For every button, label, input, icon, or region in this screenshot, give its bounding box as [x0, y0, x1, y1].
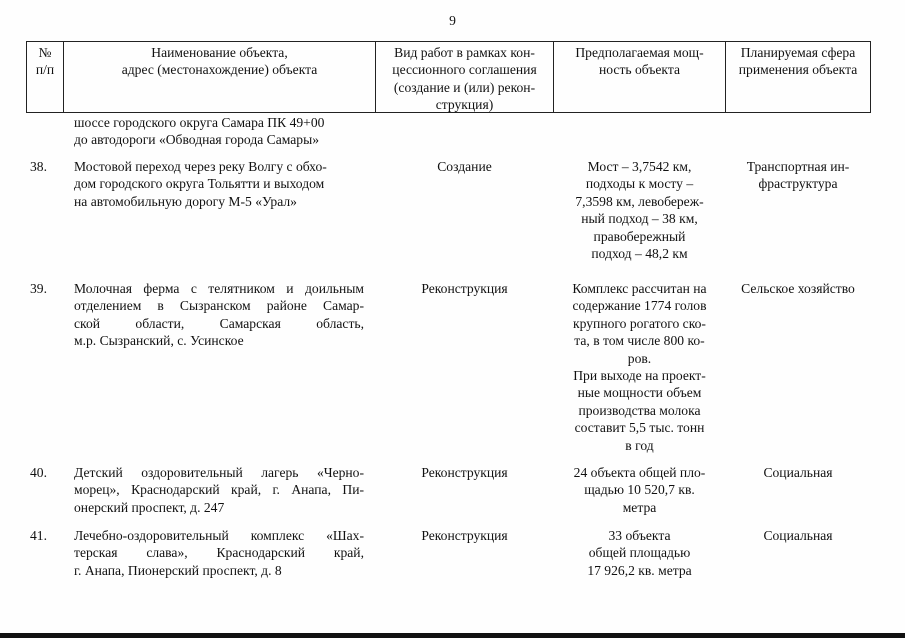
header-work-line: цессионного соглашения: [392, 62, 537, 78]
name-line: онерский проспект, д. 247: [74, 499, 225, 515]
capacity-line: крупного рогатого ско-: [573, 315, 706, 331]
name-line: Молочная ферма с телятником и доильным: [74, 281, 364, 296]
work-type: Реконструкция: [421, 281, 508, 296]
row-number: 38.: [30, 159, 47, 174]
capacity-line: правобережный: [593, 228, 686, 244]
capacity-line: ные мощности объем: [577, 385, 702, 401]
capacity-line: та, в том числе 800 ко-: [574, 333, 705, 349]
capacity-line: составит 5,5 тыс. тонн: [574, 420, 705, 436]
name-line: отделением в Сызранском районе Самар-: [74, 298, 364, 314]
header-sphere-line: применения объекта: [738, 62, 858, 78]
capacity: [554, 158, 725, 262]
work-type: Реконструкция: [421, 528, 508, 543]
name-line: ской области, Самарская область,: [74, 315, 364, 331]
capacity-line: общей площадью: [588, 545, 691, 561]
name-line: до автодороги «Обводная города Самары»: [74, 132, 320, 148]
capacity-line: При выходе на проект-: [573, 368, 706, 384]
header-sphere: [726, 44, 870, 79]
capacity-line: 17 926,2 кв. метра: [587, 562, 692, 578]
capacity-line: Комплекс рассчитан на: [572, 281, 707, 296]
sphere-line: фраструктура: [758, 176, 838, 192]
scan-bottom-edge: [0, 633, 905, 638]
name-line: Лечебно-оздоровительный комплекс «Шах-: [74, 528, 364, 543]
application-sphere: [726, 527, 870, 544]
name-line: г. Анапа, Пионерский проспект, д. 8: [74, 562, 282, 578]
object-name: [74, 527, 364, 579]
header-num-line: №: [38, 45, 52, 60]
capacity-line: 33 объекта: [608, 528, 671, 543]
continuation-name: [74, 114, 374, 149]
capacity: [554, 464, 725, 516]
header-work-line: струкция): [435, 97, 494, 113]
capacity-line: ров.: [627, 350, 652, 366]
name-line: м.р. Сызранский, с. Усинское: [74, 333, 244, 349]
header-work-line: Вид работ в рамках кон-: [394, 45, 535, 60]
capacity-line: 7,3598 км, левобереж-: [575, 193, 704, 209]
name-line: Мостовой переход через реку Волгу с обхо-: [74, 159, 327, 174]
capacity-line: производства молока: [578, 402, 701, 418]
header-num-line: п/п: [35, 62, 55, 78]
capacity-line: 24 объекта общей пло-: [573, 465, 706, 480]
header-name: [64, 44, 375, 79]
capacity-line: щадью 10 520,7 кв.: [584, 482, 695, 498]
application-sphere: [726, 464, 870, 481]
sphere-line: Социальная: [763, 465, 833, 480]
page-number: 9: [449, 13, 456, 28]
application-sphere: [726, 280, 870, 297]
header-work-line: (создание и (или) рекон-: [393, 79, 536, 95]
name-line: шоссе городского округа Самара ПК 49+00: [74, 115, 325, 130]
object-name: [74, 280, 364, 350]
capacity-line: подходы к мосту –: [585, 176, 694, 192]
object-name: [74, 158, 364, 210]
capacity-line: содержание 1774 голов: [572, 298, 707, 314]
table-top-border: [26, 41, 871, 42]
table-right-border: [870, 41, 871, 113]
capacity-line: Мост – 3,7542 км,: [587, 159, 692, 174]
row-number: 41.: [30, 528, 47, 543]
application-sphere: [726, 158, 870, 193]
header-capacity-line: ность объекта: [599, 62, 680, 78]
sphere-line: Транспортная ин-: [746, 159, 850, 174]
name-line: дом городского округа Тольятти и выходом: [74, 176, 325, 192]
header-name-line: адрес (местонахождение) объекта: [121, 62, 318, 78]
row-number: 39.: [30, 281, 47, 296]
name-line: терская слава», Краснодарский край,: [74, 545, 364, 561]
name-line: морец», Краснодарский край, г. Анапа, Пи-: [74, 482, 364, 498]
name-line: на автомобильную дорогу М-5 «Урал»: [74, 193, 297, 209]
capacity-line: в год: [625, 437, 654, 453]
capacity-line: подход – 48,2 км: [591, 246, 688, 262]
object-name: [74, 464, 364, 516]
header-num: [27, 44, 63, 79]
capacity-line: ный подход – 38 км,: [581, 211, 698, 227]
sphere-line: Социальная: [763, 528, 833, 543]
header-name-line: Наименование объекта,: [151, 45, 288, 60]
header-capacity-line: Предполагаемая мощ-: [575, 45, 704, 60]
header-work: [376, 44, 553, 114]
header-capacity: [554, 44, 725, 79]
capacity-line: метра: [622, 499, 657, 515]
capacity: [554, 527, 725, 579]
work-type: Создание: [437, 159, 492, 174]
work-type: Реконструкция: [421, 465, 508, 480]
sphere-line: Сельское хозяйство: [741, 281, 855, 296]
header-sphere-line: Планируемая сфера: [740, 45, 856, 60]
row-number: 40.: [30, 465, 47, 480]
name-line: Детский оздоровительный лагерь «Черно-: [74, 465, 364, 480]
capacity: [554, 280, 725, 454]
